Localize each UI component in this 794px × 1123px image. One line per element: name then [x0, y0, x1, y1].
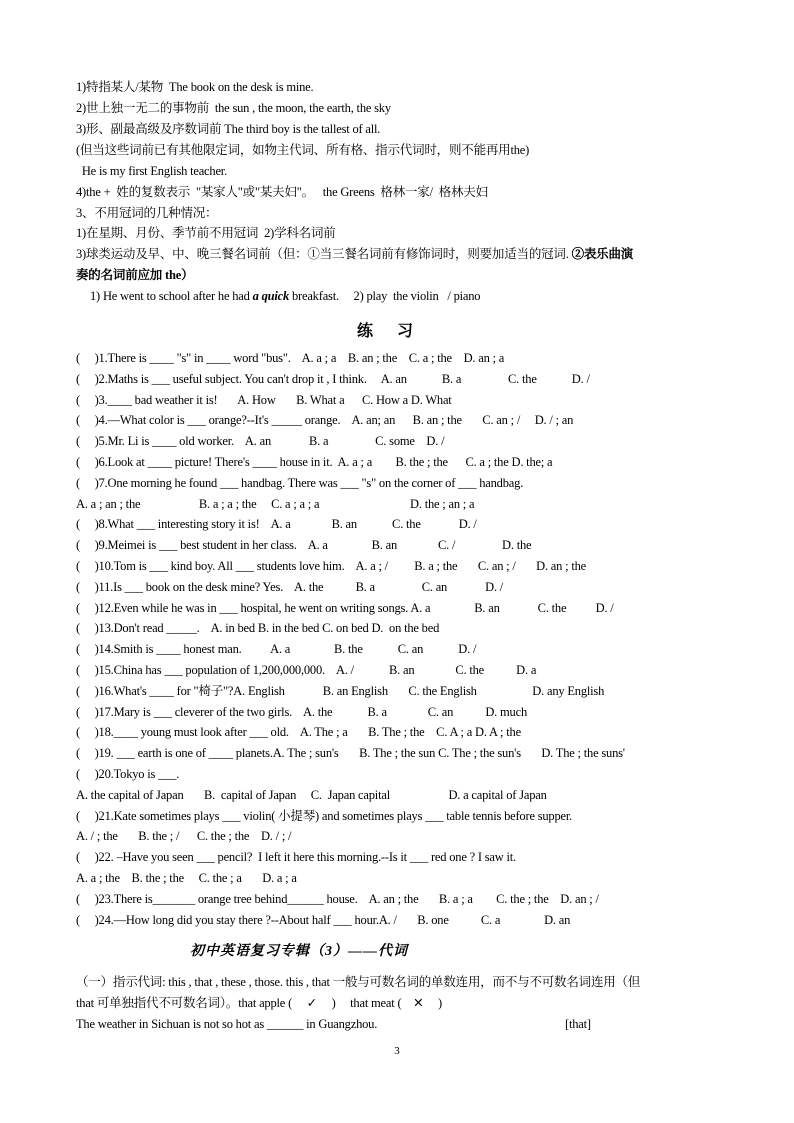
rule-text-bold: ②表乐曲演: [571, 247, 634, 261]
rule-line: (但当这些词前已有其他限定词，如物主代词、所有格、指示代词时，则不能再用the): [76, 143, 530, 157]
exercise-heading: 练习: [356, 323, 437, 340]
pronoun-line: （一）指示代词: this , that , these , those. this , that 一般与可数名词的单数连用，而不与不可数名词连用（但: [76, 975, 641, 989]
exercise-line: ( )24.—How long did you stay there ?--About half ___ hour.A. / B. one C. a D. an: [76, 913, 571, 927]
pronoun-answer: [that]: [565, 1017, 591, 1031]
rule-line: 3)形、副最高级及序数词前 The third boy is the tallest of all.: [76, 122, 381, 136]
section-title: 初中英语复习专辑（3）——代词: [190, 944, 408, 959]
rule-line: 1)在星期、月份、季节前不用冠词 2)学科名词前: [76, 226, 336, 240]
exercise-line: A. / ; the B. the ; / C. the ; the D. / ; /: [76, 829, 292, 843]
exercise-line: ( )6.Look at ____ picture! There's ____ house in it. A. a ; a B. the ; the C. a ; the D. the; a: [76, 455, 553, 469]
rule-line: [76, 246, 633, 262]
exercise-line: ( )21.Kate sometimes plays ___ violin( 小提琴) and sometimes plays ___ table tennis before supper.: [76, 809, 573, 823]
rule-line: 奏的名词前应加 the）: [76, 268, 194, 282]
rule-line: 4)the + 姓的复数表示 "某家人"或"某夫妇"。 the Greens 格林一家/ 格林夫妇: [76, 185, 488, 199]
exercise-line: ( )11.Is ___ book on the desk mine? Yes. A. the B. a C. an D. /: [76, 580, 504, 594]
exercise-line: ( )19. ___ earth is one of ____ planets.A. The ; sun's B. The ; the sun C. The ; the sun's D. The ; the suns': [76, 746, 625, 760]
exercise-line: ( )10.Tom is ___ kind boy. All ___ students love him. A. a ; / B. a ; the C. an ; / D. an ; the: [76, 559, 586, 573]
rule-line: He is my first English teacher.: [76, 164, 228, 178]
example-emphasis: a quick: [252, 289, 290, 303]
exercise-line: ( )22. –Have you seen ___ pencil? I left it here this morning.--Is it ___ red one ? I saw it.: [76, 850, 516, 864]
exercise-line: ( )18.____ young must look after ___ old. A. The ; a B. The ; the C. A ; a D. A ; the: [76, 725, 521, 739]
pronoun-line: The weather in Sichuan is not so hot as ______ in Guangzhou.: [76, 1017, 378, 1031]
pronoun-line: that 可单独指代不可数名词）。that apple ( ✓ ) that meat ( ✕ ): [76, 996, 442, 1010]
exercise-line: ( )15.China has ___ population of 1,200,000,000. A. / B. an C. the D. a: [76, 663, 537, 677]
exercise-line: ( )20.Tokyo is ___.: [76, 767, 180, 781]
exercise-line: ( )2.Maths is ___ useful subject. You can't drop it , I think. A. an B. a C. the D. /: [76, 372, 590, 386]
exercise-line: ( )7.One morning he found ___ handbag. There was ___ "s" on the corner of ___ handbag.: [76, 476, 524, 490]
exercise-line: ( )1.There is ____ "s" in ____ word "bus". A. a ; a B. an ; the C. a ; the D. an ; a: [76, 351, 505, 365]
rule-line: 1)特指某人/某物 The book on the desk is mine.: [76, 80, 314, 94]
page-number: 3: [394, 1045, 400, 1057]
exercise-line: ( )9.Meimei is ___ best student in her class. A. a B. an C. / D. the: [76, 538, 532, 552]
exercise-line: ( )14.Smith is ____ honest man. A. a B. the C. an D. /: [76, 642, 477, 656]
exercise-line: ( )12.Even while he was in ___ hospital, he went on writing songs. A. a B. an C. the D. /: [76, 601, 614, 615]
exercise-line: A. the capital of Japan B. capital of Japan C. Japan capital D. a capital of Japan: [76, 788, 547, 802]
example-line: [90, 288, 480, 304]
exercise-line: ( )8.What ___ interesting story it is! A. a B. an C. the D. /: [76, 517, 477, 531]
example-text: 1) He went to school after he had: [90, 289, 253, 303]
rule-line: 3、不用冠词的几种情况：: [76, 206, 218, 220]
exercise-line: A. a ; the B. the ; the C. the ; a D. a ; a: [76, 871, 297, 885]
rule-text: 3)球类运动及早、中、晚三餐名词前（但：①当三餐名词前有修饰词时，则要加适当的冠词.: [76, 247, 572, 261]
exercise-line: ( )23.There is_______ orange tree behind______ house. A. an ; the B. a ; a C. the ; the D. an ; /: [76, 892, 599, 906]
rule-line: 2)世上独一无二的事物前 the sun , the moon, the earth, the sky: [76, 101, 391, 115]
exercise-line: ( )16.What's ____ for "椅子"?A. English B. an English C. the English D. any English: [76, 684, 605, 698]
exercise-line: ( )5.Mr. Li is ____ old worker. A. an B. a C. some D. /: [76, 434, 445, 448]
exercise-line: ( )4.—What color is ___ orange?--It's _____ orange. A. an; an B. an ; the C. an ; / D. / ; an: [76, 413, 574, 427]
exercise-line: ( )3.____ bad weather it is! A. How B. What a C. How a D. What: [76, 393, 452, 407]
exercise-line: ( )13.Don't read _____. A. in bed B. in the bed C. on bed D. on the bed: [76, 621, 440, 635]
exercise-line: A. a ; an ; the B. a ; a ; the C. a ; a ; a D. the ; an ; a: [76, 497, 475, 511]
example-text: breakfast. 2) play the violin / piano: [289, 289, 481, 303]
exercise-line: ( )17.Mary is ___ cleverer of the two girls. A. the B. a C. an D. much: [76, 705, 527, 719]
